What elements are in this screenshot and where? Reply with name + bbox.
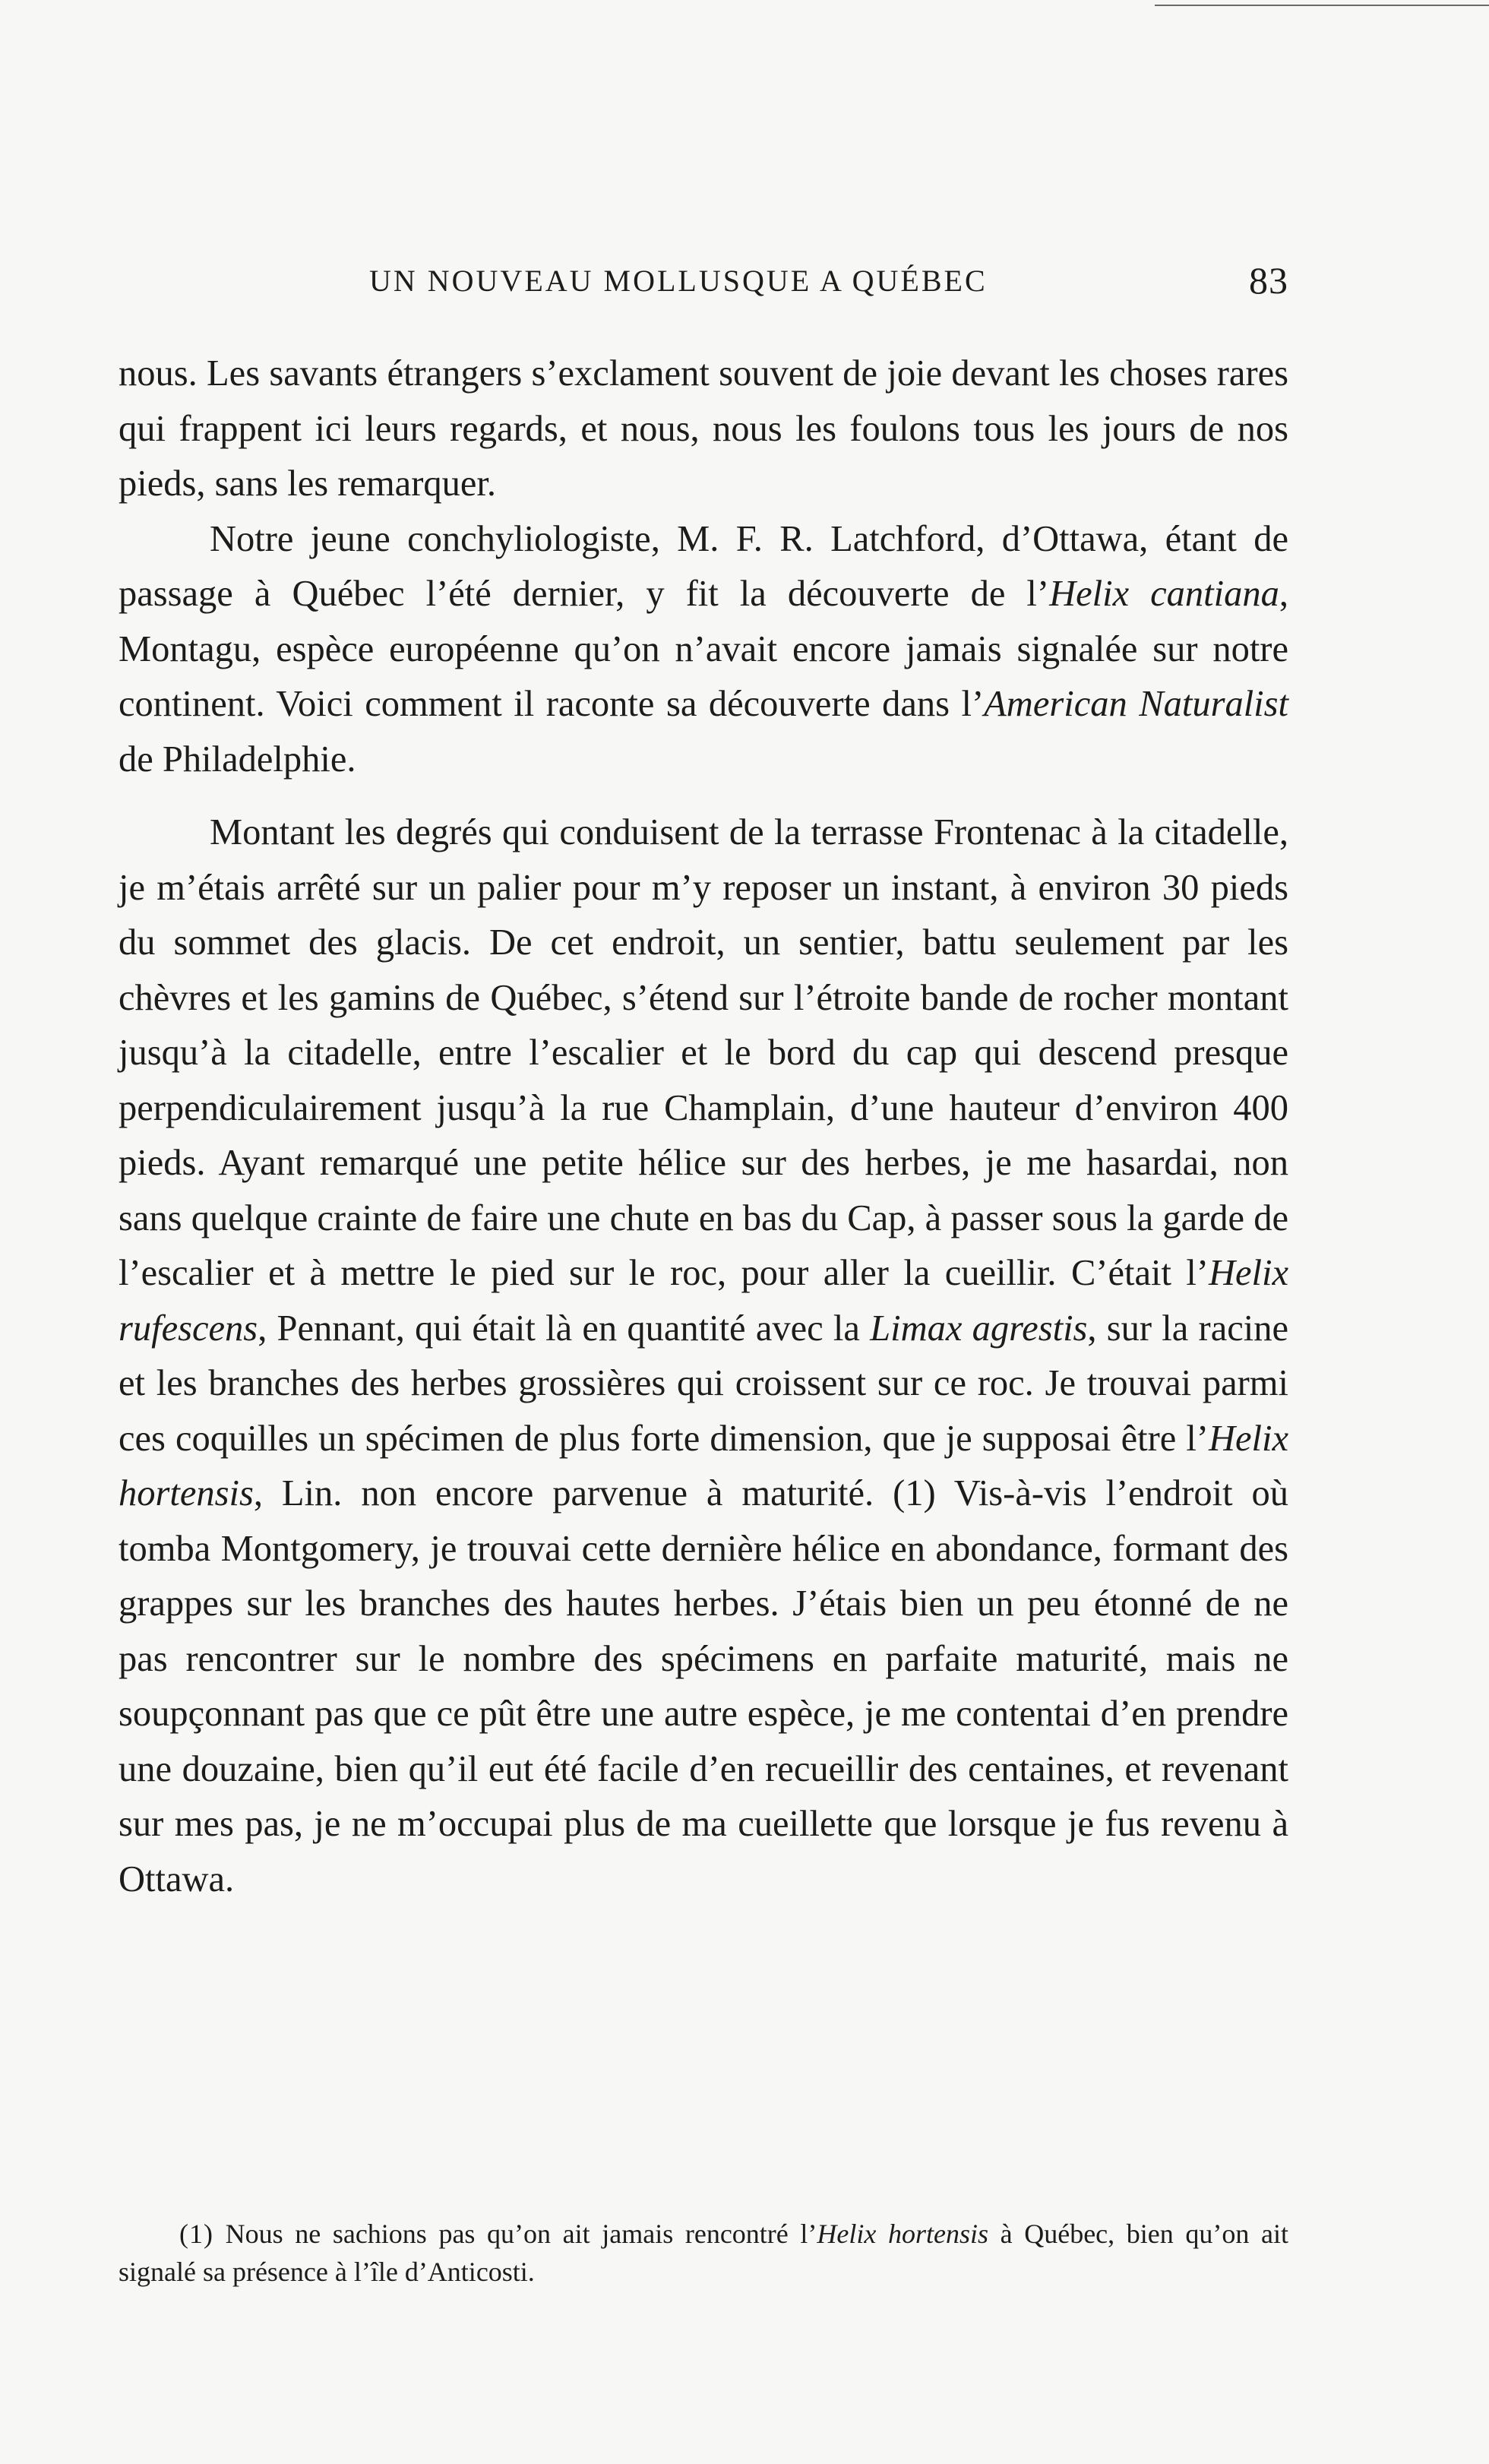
species-name-helix-cantiana: Helix cantiana xyxy=(1049,574,1279,614)
page-number: 83 xyxy=(1249,259,1288,302)
body-text xyxy=(119,346,1288,1907)
paragraph-2-text-a: Notre jeune conchyliologiste, M. F. R. Latchford, d’Ottawa, étant de passage à Québec l’été dernier, y fit la découverte de l’ xyxy=(119,518,1288,614)
paragraph-3-text-a: Montant les degrés qui conduisent de la terrasse Frontenac à la citadelle, je m’étais arrêté sur un palier pour m’y reposer un instant, à environ 30 pieds du sommet des glacis. De cet endroit, un sentier, battu seulement par les chèvres et les gamins de Québec, s’étend sur l’étroite bande de rocher montant jusqu’à la citadelle, entre l’escalier et le bord du cap qui descend presque perpendiculairement jusqu’à la rue Champlain, d’une hauteur d’environ 400 pieds. Ayant remarqué une petite hélice sur des herbes, je me hasardai, non sans quelque crainte de faire une chute en bas du Cap, à passer sous la garde de l’escalier et à mettre le pied sur le roc, pour aller la cueillir. C’était l’ xyxy=(119,812,1288,1293)
journal-name: American Naturalist xyxy=(984,684,1288,724)
paragraph-3 xyxy=(119,805,1288,1907)
paragraph-1: nous. Les savants étrangers s’exclament souvent de joie devant les choses rares qui frappent ici leurs regards, et nous, nous les foulons tous les jours de nos pieds, sans les remarquer. xyxy=(119,353,1288,504)
page-edge-line xyxy=(1155,5,1489,6)
footnote-text-c: à Québec, bien qu’on ait signalé sa présence à l’île d’Anticosti. xyxy=(119,2219,1288,2287)
paragraph-2-text-c: , Montagu, espèce européenne qu’on n’avait encore jamais signalée sur notre continent. Voici comment il raconte sa découverte dans l’ xyxy=(119,574,1288,724)
species-name-helix-rufescens: Helix rufescens xyxy=(119,1253,1288,1349)
footnote-marker: (1) xyxy=(179,2219,213,2249)
running-title: UN NOUVEAU MOLLUSQUE A QUÉBEC xyxy=(369,264,988,298)
paragraph-3-text-c: , Pennant, qui était là en quantité avec la xyxy=(258,1308,871,1349)
paragraph-2-text-e: de Philadelphie. xyxy=(119,739,356,780)
footnote-species-name: Helix hortensis xyxy=(817,2219,988,2249)
species-name-helix-hortensis: Helix hortensis xyxy=(119,1418,1288,1514)
footnote-text-a: Nous ne sachions pas qu’on ait jamais rencontré l’ xyxy=(213,2219,817,2249)
page-header xyxy=(119,258,1288,304)
paragraph-3-text-g: , Lin. non encore parvenue à maturité. (1) Vis-à-vis l’endroit où tomba Montgomery, je trouvai cette dernière hélice en abondance, formant des grappes sur les branches des hautes herbes. J’étais bien un peu étonné de ne pas rencontrer sur le nombre des spécimens en parfaite maturité, mais ne soupçonnant pas que ce pût être une autre espèce, je me contentai d’en prendre une douzaine, bien qu’il eut été facile d’en recueillir des centaines, et revenant sur mes pas, je ne m’occupai plus de ma cueillette que lorsque je fus revenu à Ottawa. xyxy=(119,1473,1288,1899)
footnote xyxy=(119,2215,1288,2291)
paragraph-2 xyxy=(119,512,1288,788)
species-name-limax-agrestis: Limax agrestis xyxy=(870,1308,1088,1349)
paragraph-3-text-e: , sur la racine et les branches des herbes grossières qui croissent sur ce roc. Je trouvai parmi ces coquilles un spécimen de plus forte dimension, que je supposai être l’ xyxy=(119,1308,1288,1459)
